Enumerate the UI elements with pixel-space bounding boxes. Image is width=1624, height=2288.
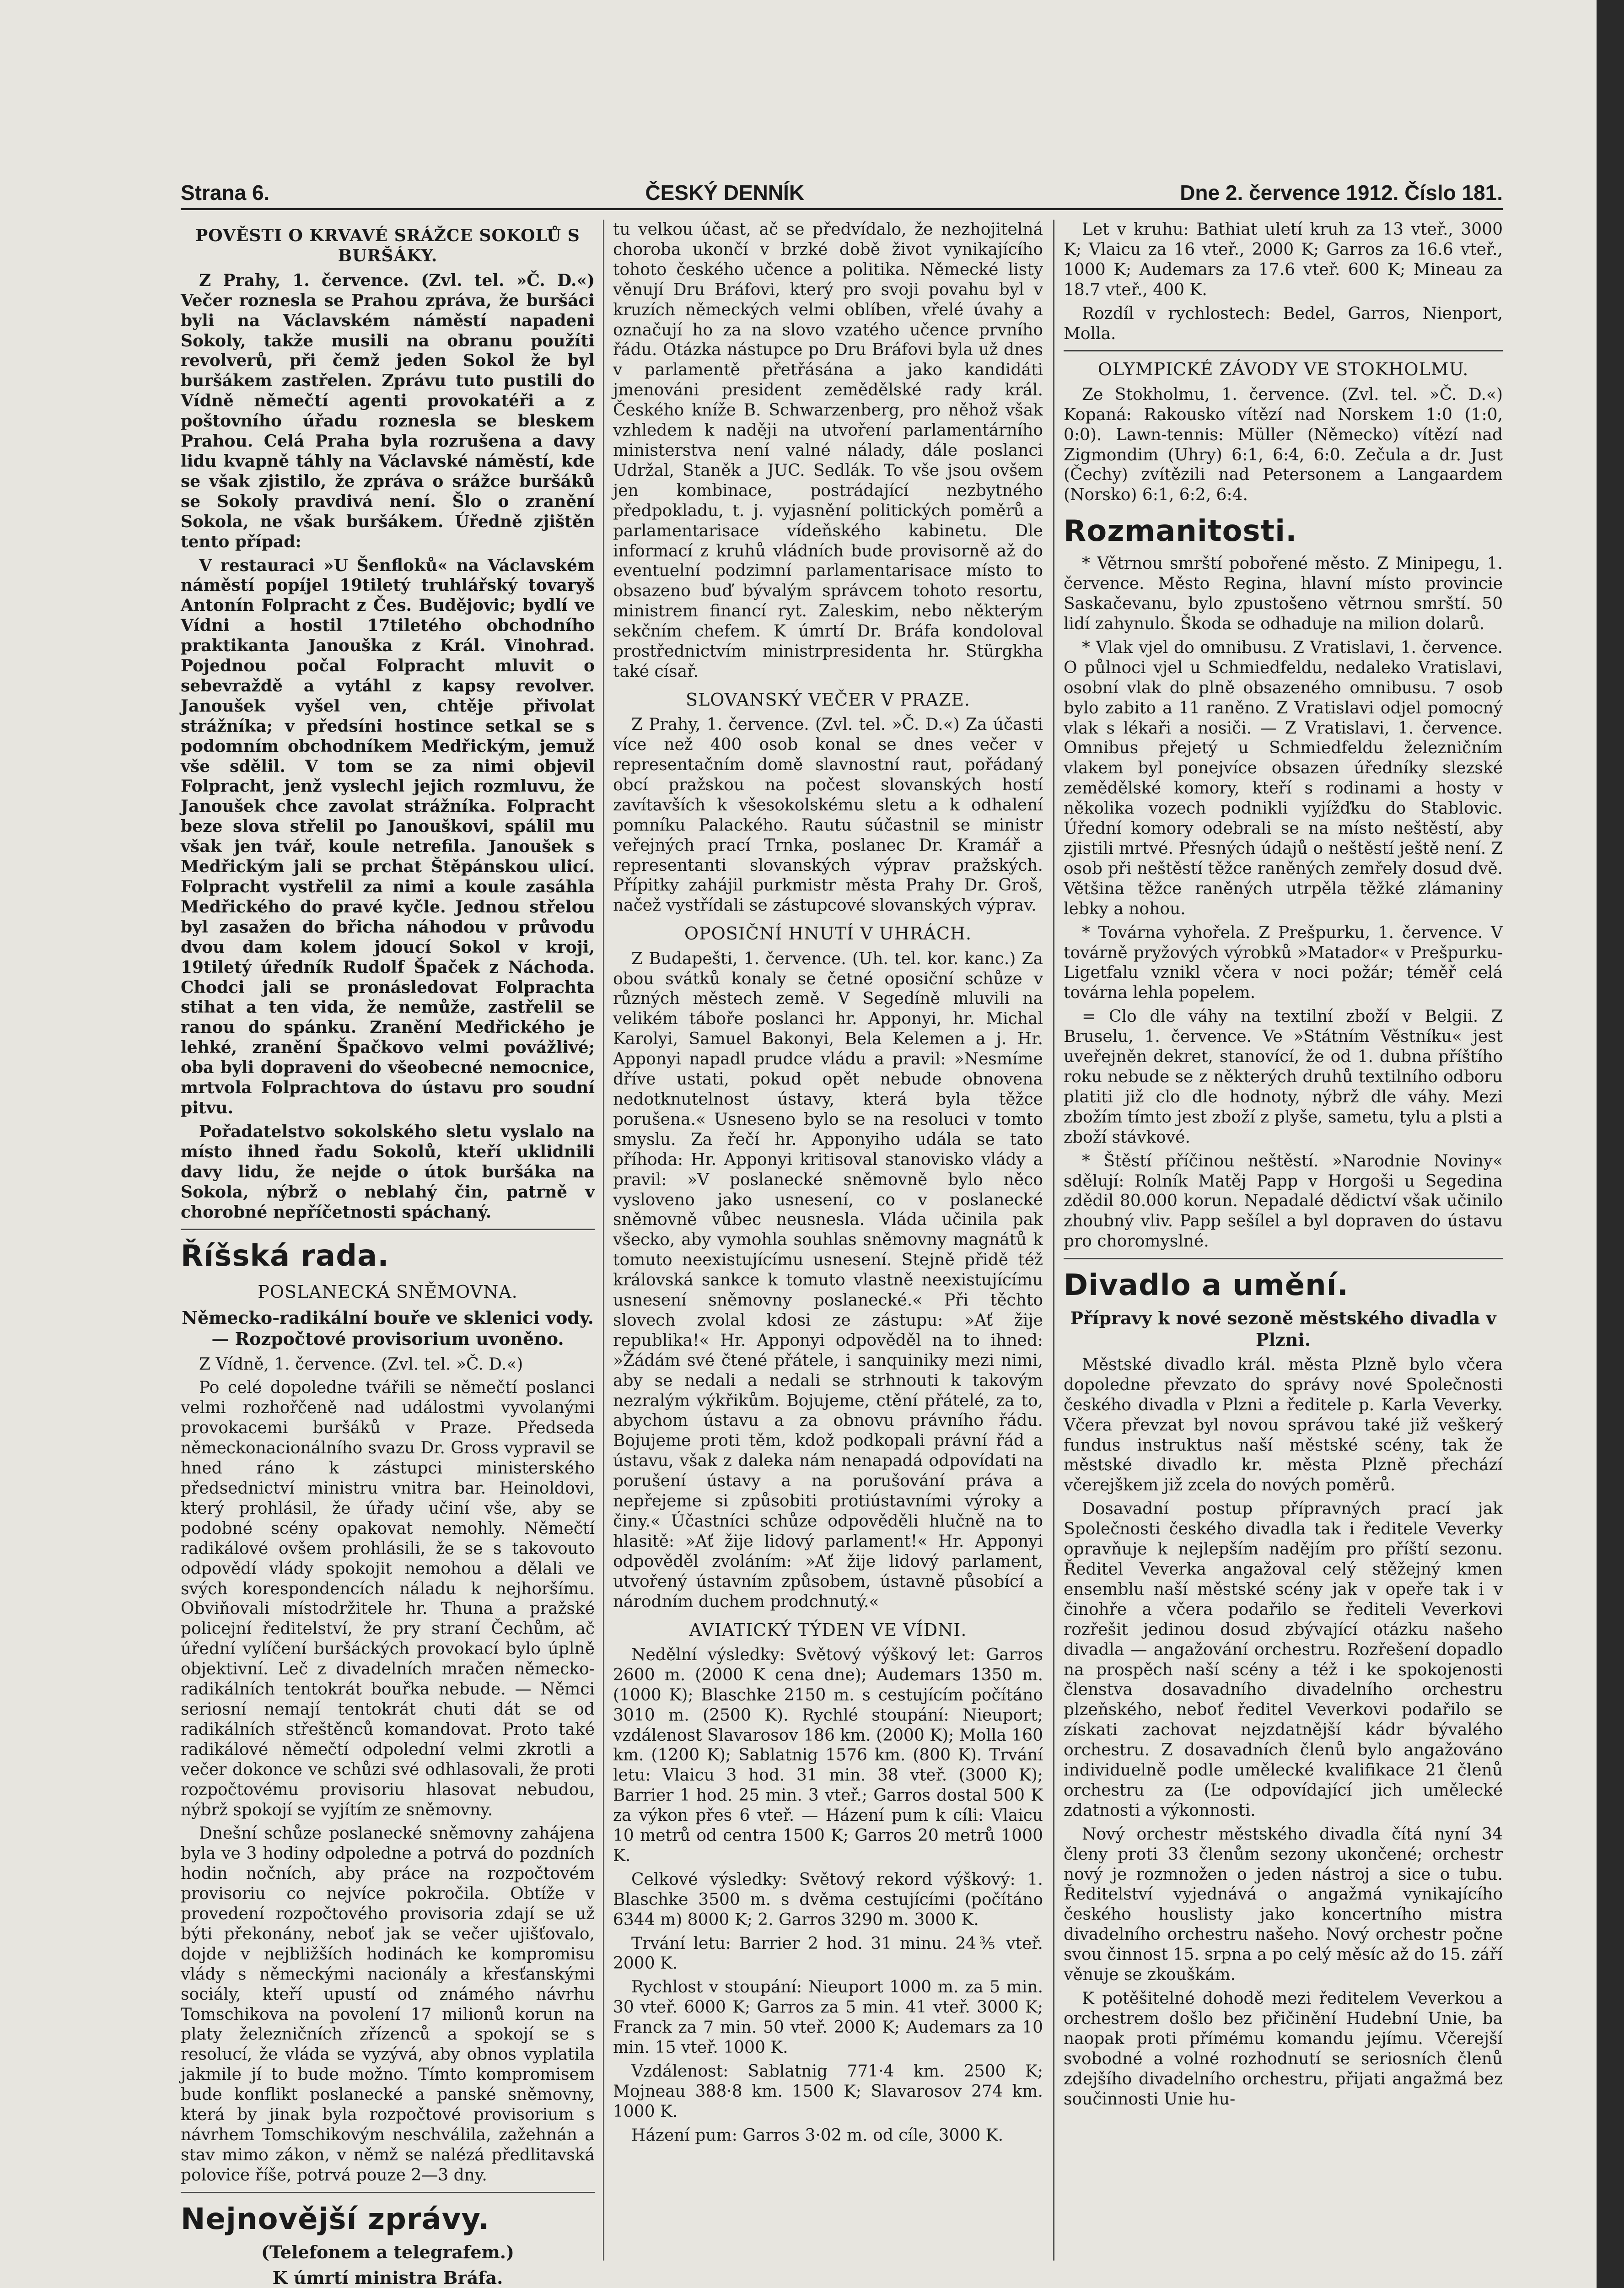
article-paragraph: Pořadatelstvo sokolského sletu vyslalo na místo ihned řadu Sokolů, kteří uklidnili davy lidu, že nejde o útok buršáka na Sokola, nýbrž o neblahý čin, patrně v chorobné nepříčetnosti spáchaný.: [181, 1122, 595, 1222]
article-headline: POVĚSTI O KRVAVÉ SRÁŽCE SOKOLŮ S BURŠÁKY.: [195, 226, 580, 265]
article-paragraph: V restauraci »U Šenfloků« na Václavském náměstí popíjel 19tiletý truhlářský tovaryš Antonín Folpracht z Čes. Budějovic; bydlí ve Vídni a hostil 17tiletého obchodního praktikanta Janouška z Král. Vinohrad. Pojednou počal Folpracht mluvit o sebevraždě a vytáhl z kapsy revolver. Janoušek vyšel ven, chtěje přivolat strážníka; v předsíni hostince setkal se s podomním obchodníkem Medřickým, jemuž vše sdělil. V tom se za nimi objevil Folpracht, jenž vyslechl jejich rozmluvu, že Janoušek chce zavolat strážníka. Folpracht beze slova střelil po Janouškovi, spálil mu však jen tvář, koule netrefila. Janoušek s Medřickým jali se prchat Štěpánskou ulicí. Folpracht vystřelil za nimi a koule zasáhla Medřického do pravé kyčle. Jednou střelou byl zasažen do břicha náhodou v průvodu dvou dam kolem jdoucí Sokol v kroji, 19tiletý úředník Rudolf Špaček z Náchoda. Chodci jali se pronásledovat Folprachta stihat a ten vida, že nemůže, zastřelil se ranou do spánku. Zranění Medřického je lehké, zranění Špačkovo velmi povážlivé; oba byli dopraveni do všeobecné nemocnice, mrtvola Folprachtova do ústavu pro soudní pitvu.: [181, 556, 595, 1117]
section-heading: Říšská rada.: [181, 1239, 389, 1274]
article-subheadline: Německo-radikální bouře ve sklenici vody. — Rozpočtové provisorium uvoněno.: [182, 1307, 594, 1349]
section-rule: [181, 1229, 595, 1230]
article-paragraph: Let v kruhu: Bathiat uletí kruh za 13 vteř., 3000 K; Vlaicu za 16 vteř., 2000 K; Garros za 16.6 vteř., 1000 K; Audemars za 17.6 vteř. 600 K; Mineau za 18.7 vteř., 400 K.: [1064, 220, 1503, 299]
section-heading: Nejnovější zprávy.: [181, 2202, 490, 2236]
column-2: [613, 220, 1043, 2261]
article-subheadline: (Telefonem a telegrafem.): [261, 2241, 514, 2262]
article-headline: Přípravy k nové sezoně městského divadla v Plzni.: [1070, 1308, 1496, 1350]
article-headline: SLOVANSKÝ VEČER V PRAZE.: [686, 689, 970, 710]
article-paragraph: Po celé dopoledne tvářili se němečtí poslanci velmi rozhořčeně nad událostmi vyvolanými provokacemi buršáků v Praze. Předseda německonacionálního svazu Dr. Gross vypravil se hned ráno k zástupci ministerského předsednictví ministru vnitra bar. Heinoldovi, který prohlásil, že úřady učiní vše, aby se podobné scény opakovat nemohly. Němečtí radikálové ovšem prohlásili, že se s takovouto odpovědí vlády spokojit nemohou a dělali ve svých korespondencích náladu k nejhoršímu. Obviňovali místodržitele hr. Thuna a pražské policejní ředitelství, že pry straní Čechům, ač úřední vylíčení buršáckých provokací bylo úplně objektivní. Leč z divadelních mračen německo-radikálních tentokrát bouřka nebude. — Němci seriosní nemají tentokrát chuti dát se od radikálních střeštěnců komandovat. Proto také radikálové němečtí odpolední velmi zkrotli a večer dokonce ve schůzi své odhlasovali, že proti rozpočtovému provisoriu hlasovat nebudou, nýbrž spokojí se vyjítím ze sněmovny.: [181, 1378, 595, 1819]
page-number: Strana 6.: [181, 181, 270, 205]
column-divider: [1053, 220, 1054, 2261]
page-edge: [1597, 0, 1624, 2288]
section-heading: Rozmanitosti.: [1064, 514, 1297, 549]
article-headline: POSLANECKÁ SNĚMOVNA.: [258, 1282, 518, 1302]
article-paragraph: Rychlost v stoupání: Nieuport 1000 m. za 5 min. 30 vteř. 6000 K; Garros za 5 min. 41 vteř. 3000 K; Franck za 7 min. 50 vteř. 2000 K; Audemars za 10 min. 15 vteř. 1000 K.: [613, 1978, 1043, 2057]
article-paragraph: Celkové výsledky: Světový rekord výškový: 1. Blaschke 3500 m. s dvěma cestujícími (počítáno 6344 m) 8000 K; 2. Garros 3290 m. 3000 K.: [613, 1870, 1043, 1929]
article-paragraph: Dosavadní postup přípravných prací jak Společnosti českého divadla tak i ředitele Veverky opravňuje k nejlepším nadějím pro příští sezonu. Ředitel Veverka angažoval celý stěžejný kmen ensemblu naší městské scény jak v opeře tak i v činohře a včera podařilo se řediteli Veverkovi rozřešit jedinou dosud zbývající otázku našeho divadla — angažování orchestru. Rozřešení dopadlo na prospěch naší scény a též i ke spokojenosti členstva dosavadního divadelního orchestru plzeňského, neboť ředitel Veverkovi podařilo se získati zachovat nejzdatnější kádr bývalého orchestru. Z dosavadních členů bylo angažováno individuelně podle umělecké kvalifikace 21 členů orchestru za (Ŀe odpovídající jich umělecké zdatnosti a výkonnosti.: [1064, 1500, 1503, 1820]
article-paragraph: * Štěstí příčinou neštěstí. »Narodnie Noviny« sdělují: Rolník Matěj Papp v Horgoši u Segedina zdědil 80.000 korun. Nepadalé dědictví však učinilo zhoubný vliv. Papp sešílel a byl dopraven do ústavu pro choromyslné.: [1064, 1151, 1503, 1251]
article-paragraph: Dnešní schůze poslanecké sněmovny zahájena byla ve 3 hodiny odpoledne a potrvá do pozdních hodin nočních, aby práce na rozpočtovém provisoriu co nejvíce pokročila. Obtíže v provedení rozpočtového provisoria zdají se už býti překonány, neboť jak se večer ujišťovalo, dojde v nejbližších hodinách ke kompromisu vlády s německými nacionály a křesťanskými sociály, kteří upustí od známého návrhu Tomschikova na povolení 17 milionů korun na platy železničních zřízenců a spokojí se s resolucí, že vláda se vyzývá, aby obnos vyplatila jakmile jí to bude možno. Tímto kompromisem bude konflikt poslanecké a panské sněmovny, která by jinak byla rozpočtové provisorium s návrhem Tomschikovým neschválila, zažehnán a stav mimo zákon, v němž se nalézá předlitavská polovice říše, potrvá pouze 2—3 dny.: [181, 1824, 595, 2185]
column-divider: [603, 220, 604, 2261]
article-paragraph: * Větrnou smrští pobořené město. Z Minipegu, 1. července. Město Regina, hlavní místo provincie Saskačevanu, bylo zpustošeno větrnou smrští. 50 lidí zahynulo. Škoda se odhaduje na milion dolarů.: [1064, 554, 1503, 634]
section-rule: [181, 2192, 595, 2193]
newspaper-title: ČESKÝ DENNÍK: [645, 181, 805, 205]
article-paragraph: Vzdálenost: Sablatnig 771·4 km. 2500 K; Mojneau 388·8 km. 1500 K; Slavarosov 274 km. 1000 K.: [613, 2062, 1043, 2121]
article-paragraph: * Vlak vjel do omnibusu. Z Vratislavi, 1. července. O půlnoci vjel u Schmiedfeldu, nedaleko Vratislavi, osobní vlak do plně obsazeného omnibusu. 7 osob bylo zabito a 11 raněno. Z Vratislavi odjel pomocný vlak s lékaři a nosiči. — Z Vratislavi, 1. července. Omnibus přejetý u Schmiedfeldu železničním vlakem byl ponejvíce obsazen úředníky slezské zemědělské komory, kteří s rodinami a hosty v několika vozech podnikli vyjížďku do Stablovic. Úřední komory odebrali se na místo neštěstí, aby zjistili mrtvé. Přesných údajů o neštěstí ještě není. Z osob při neštěstí těžce raněných zemřely dosud dvě. Většina těžce raněných utrpěla těžké zlámaniny lebky a nohou.: [1064, 638, 1503, 918]
section-rule: [1064, 1258, 1503, 1259]
header-rule: [181, 208, 1503, 210]
article-paragraph: Nový orchestr městského divadla čítá nyní 34 členy proti 33 členům sezony ukončené; orchestr nový je rozmnožen o jeden nástroj a sice o tubu. Ředitelství vyjednává o angažmá vynikajícího českého houslisty jako koncertního mistra divadelního orchestru našeho. Nový orchestr počne svou činnost 15. srpna a po celý měsíc až do 15. září věnuje se zkouškám.: [1064, 1824, 1503, 1985]
article-paragraph: Městské divadlo král. města Plzně bylo včera dopoledne převzato do správy nové Společnosti českého divadla v Plzni a ředitele p. Karla Veverky. Včera převzat byl novou správou také již veškerý fundus instruktus naší městské scény, tak že městské divadlo kr. města Plzně přechází včerejškem již zcela do nových poměrů.: [1064, 1355, 1503, 1495]
article-paragraph: Z Prahy, 1. července. (Zvl. tel. »Č. D.«) Za účasti více než 400 osob konal se dnes večer v representačním domě slavnostní raut, pořádaný obcí pražskou na počest slovanských hostí zavítavších k všesokolskému sletu a k odhalení pomníku Palackého. Rautu súčastnil se ministr veřejných prací Trnka, poslanec Dr. Kramář a representanti slovanských výprav pražských. Přípitky zahájil purkmistr města Prahy Dr. Groš, načež vystřídali se zástupcové slovanských výprav.: [613, 715, 1043, 915]
section-heading: Divadlo a umění.: [1064, 1268, 1349, 1303]
column-1: [181, 220, 595, 2288]
article-paragraph: Z Budapešti, 1. července. (Uh. tel. kor. kanc.) Za obou svátků konaly se četné oposiční schůze v různých městech země. V Segedíně mluvili na velikém táboře poslanci hr. Apponyi, hr. Michal Karolyi, Samuel Bakonyi, Bela Kelemen a j. Hr. Apponyi napadl prudce vládu a pravil: »Nesmíme dříve ustati, pokud opět nebude obnovena nedotknutelnost ústavy, která byla těžce porušena.« Usneseno bylo se na resoluci v tomto smyslu. Za řečí hr. Apponyiho udála se tato příhoda: Hr. Apponyi kritisoval stanovisko vlády a pravil: »V poslanecké sněmovně bylo něco vysloveno jako usnesení, co v poslanecké sněmovně vůbec neusnesla. Vláda učinila pak všecko, aby vymohla souhlas sněmovny magnátů k tomuto neexistujícímu usnesení. Stejně přidě též královská sankce k tomuto vlastně neexistujícímu usnesení sněmovny poslanecké.« Při těchto slovech zvolal kdosi ze zástupu: »Ať žije republika!« Hr. Apponyi odpověděl na to ihned: »Žádám své čtené přátele, i sanquiniky mezi nimi, aby se nedali a nedali se strhnouti k takovým nezralým výkřikům. Bojujeme, ctění přátelé, za to, abychom ústavu a za obnovu právního řádu. Bojujeme proti těm, kdož podkopali právní řád a ústavu, však z daleka nám nenapadá odpovídati na porušení ústavy a na porušování práva a nepřejeme si způsobiti protiústavními výroky a činy.« Účastníci schůze odpověděli hlučně na to hlasitě: »Ať žije lidový parlament!« Hr. Apponyi odpověděl zvoláním: »Ať žije lidový parlament, utvořený ústavním způsobem, ústavně působící a národním duchem prodchnutý.«: [613, 949, 1043, 1611]
article-paragraph: Nedělní výsledky: Světový výškový let: Garros 2600 m. (2000 K cena dne); Audemars 1350 m. (1000 K); Blaschke 2150 m. s cestujícím počítáno 3010 m. (2500 K). Rychlé stoupání: Nieuport; vzdálenost Slavarosov 186 km. (2000 K); Molla 160 km. (1200 K); Sablatnig 1576 km. (800 K). Trvání letu: Vlaicu 3 hod. 31 min. 38 vteř. (3000 K); Barrier 1 hod. 25 min. 3 vteř.; Garros dostal 500 K za výkon přes 6 vteř. — Házení pum k cíli: Vlaicu 10 metrů od centra 1500 K; Garros 20 metrů 1000 K.: [613, 1645, 1043, 1865]
article-paragraph: Z Prahy, 1. července. (Zvl. tel. »Č. D.«) Večer roznesla se Prahou zpráva, že buršáci byli na Václavském náměstí napadeni Sokoly, takže musili na obranu použíti revolverů, při čemž jeden Sokol že byl buršákem zastřelen. Zprávu tuto pustili do Vídně němečtí agenti provokatéři a z poštovního úřadu roznesla se bleskem Prahou. Celá Praha byla rozrušena a davy lidu kvapně táhly na Václavské náměstí, kde se však zjistilo, že zpráva o srážce buršáků se Sokoly pravdivá není. Šlo o zranění Sokola, ne však buršákem. Úředně zjištěn tento případ:: [181, 270, 595, 551]
article-paragraph: Rozdíl v rychlostech: Bedel, Garros, Nienport, Molla.: [1064, 304, 1503, 343]
article-headline: OPOSIČNÍ HNUTÍ V UHRÁCH.: [684, 923, 972, 944]
article-paragraph: Ze Stokholmu, 1. července. (Zvl. tel. »Č. D.«) Kopaná: Rakousko vítězí nad Norskem 1:0 (1:0, 0:0). Lawn-tennis: Müller (Německo) vítězí nad Zigmondim (Uhry) 6:1, 6:4, 6:0. Zečula a dr. Just (Čechy) zvítězili nad Petersonem a Langaardem (Norsko) 6:1, 6:2, 6:4.: [1064, 385, 1503, 505]
column-3: [1064, 220, 1503, 2261]
section-rule: [1064, 350, 1503, 351]
article-headline: AVIATICKÝ TÝDEN VE VÍDNI.: [689, 1619, 967, 1640]
article-paragraph: Trvání letu: Barrier 2 hod. 31 minu. 24⅗ vteř. 2000 K.: [613, 1934, 1043, 1973]
article-paragraph: = Clo dle váhy na textilní zboží v Belgii. Z Bruselu, 1. července. Ve »Státním Věstníku« jest uveřejněn dekret, stanovící, že od 1. dubna příštího roku nebude se z některých druhů textilního odboru platiti již clo dle hodnoty, nýbrž dle váhy. Mezi zbožím tímto jest zboží z plyše, sametu, tylu a plsti a zboží stávkové.: [1064, 1007, 1503, 1147]
page-header: [181, 173, 1503, 205]
article-headline: OLYMPICKÉ ZÁVODY VE STOKHOLMU.: [1097, 359, 1469, 380]
article-paragraph: Házení pum: Garros 3·02 m. od cíle, 3000 K.: [631, 2126, 1004, 2145]
article-paragraph: tu velkou účast, ač se předvídalo, že nezhojitelná choroba ukončí v brzké době život vynikajícího tohoto českého učence a politika. Německé listy věnují Dru Bráfovi, který pro svoji povahu byl v kruzích německých velmi oblíben, vřelé úvahy a označují ho za na slovo vzatého učence prvního řádu. Otázka nástupce po Dru Bráfovi byla už dnes v parlamentě přetřásána a jako kandidáti jmenováni president zemědělské rady král. Českého kníže B. Schwarzenberg, pro něhož však vzhledem k naději na utvoření parlamentárního ministerstva není valné nálady, dále poslanci Udržal, Staněk a JUC. Sedlák. To vše jsou ovšem jen kombinace, postrádající nezbytného předpokladu, t. j. vyjasnění politických poměrů a parlamentarisace vídeňského kabinetu. Dle informací z kruhů vládních bude provisorně až do eventuelní podzimní parlamentarisace místo to obsazeno buď bývalým správcem tohoto resortu, ministrem financí ryt. Zaleskim, nebo některým sekčním chefem. K úmrtí Dr. Bráfa kondoloval prostřednictvím ministrpresidenta hr. Stürgkha také císař.: [613, 220, 1043, 681]
article-headline: K úmrtí ministra Bráfa.: [272, 2267, 503, 2288]
article-dateline: Z Vídně, 1. července. (Zvl. tel. »Č. D.«): [199, 1354, 523, 1374]
article-paragraph: * Továrna vyhořela. Z Prešpurku, 1. července. V továrně pryžových výrobků »Matador« v Prešpurku-Ligetfalu vznikl včera v noci požár; téměř celá továrna lehla popelem.: [1064, 923, 1503, 1003]
issue-date: Dne 2. července 1912. Číslo 181.: [1180, 181, 1503, 205]
article-paragraph: K potěšitelné dohodě mezi ředitelem Veverkou a orchestrem došlo bez přičinění Hudební Unie, ba naopak proti přímému komandu jejímu. Včerejší svobodné a volné rozhodnutí se seriosních členů zdejšího divadelního orchestru, přijati angažmá bez součinnosti Unie hu-: [1064, 1989, 1503, 2109]
